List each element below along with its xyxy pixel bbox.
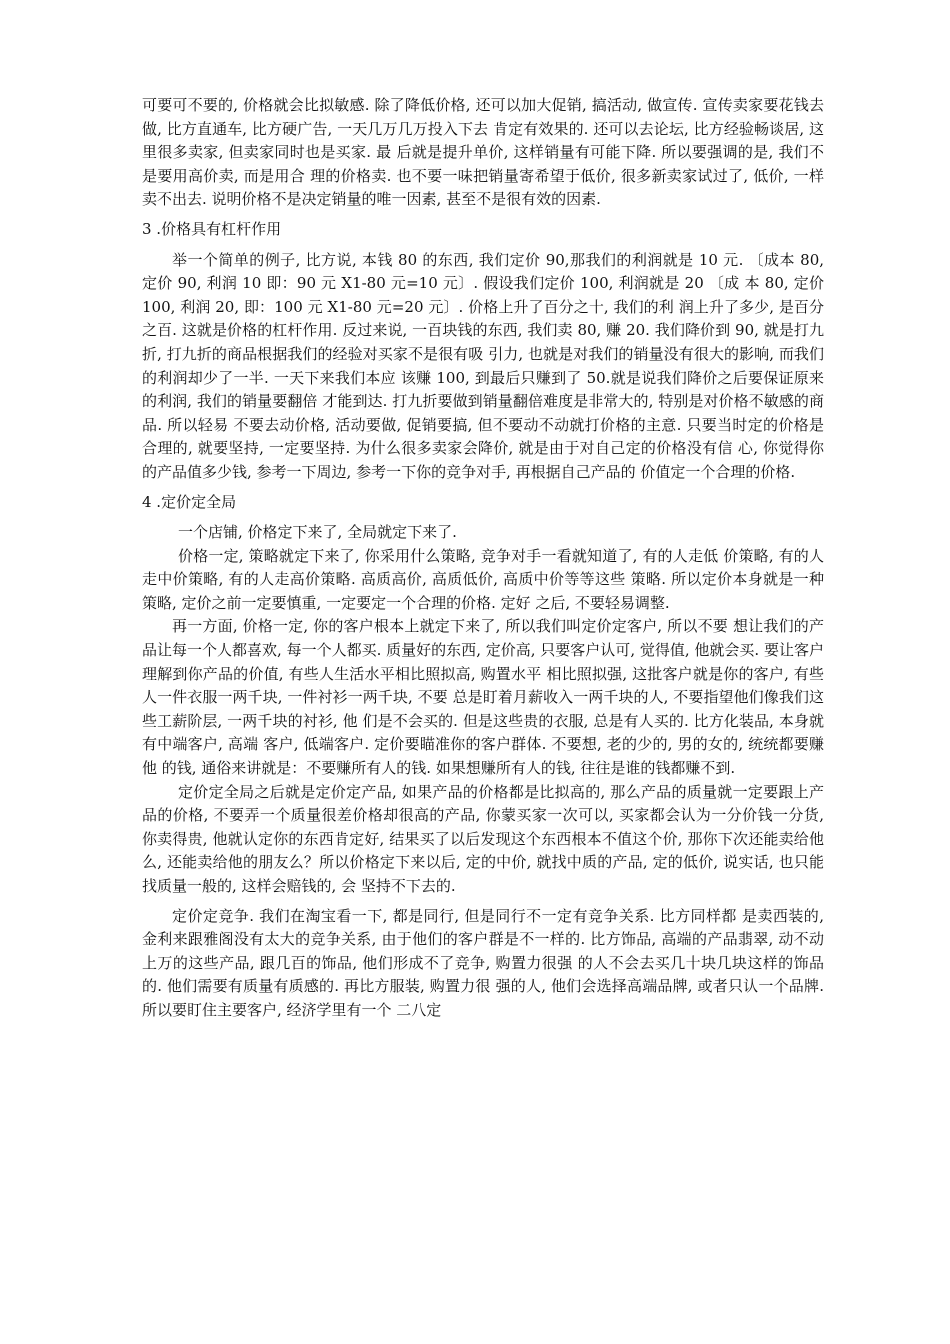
- paragraph-price-strategy: 价格一定, 策略就定下来了, 你采用什么策略, 竞争对手一看就知道了, 有的人走低 价策略, 有的人走中价策略, 有的人走高价策略. 高质高价, 高质低价, 高质中价等等这些 策略. 所以定价本身就是一种策略, 定价之前一定要慎重, 一定要定一个合理的价格. 定好 之后, 不要轻易调整.: [142, 546, 824, 612]
- paragraph-price-competition: 定价定竞争. 我们在淘宝看一下, 都是同行, 但是同行不一定有竞争关系. 比方同样都 是卖西装的, 金利来跟雅阁没有太大的竞争关系, 由于他们的客户群是不一样的. 比方饰品, 高端的产品翡翠, 动不动上万的这些产品, 跟几百的饰品, 他们形成不了竞争, 购置力很强 的人不会去买几十块几块这样的饰品的. 他们需要有质量有质感的. 再比方服装, 购置力很 强的人, 他们会选择高端品牌, 或者只认一个品牌. 所以要盯住主要客户, 经济学里有一个 二八定: [142, 906, 824, 1019]
- paragraph-price-products: 定价定全局之后就是定价定产品, 如果产品的价格都是比拟高的, 那么产品的质量就一定要跟上产品的价格, 不要弄一个质量很差价格却很高的产品, 你蒙买家一次可以, 买家都会认为一分价钱一分货, 你卖得贵, 他就认定你的东西肯定好, 结果买了以后发现这个东西根本不值这个价, 那你下次还能卖给他么, 还能卖给他的朋友么？所以价格定下来以后, 定的中价, 就找中质的产品, 定的低价, 说实话, 也只能找质量一般的, 这样会赔钱的, 会 坚持不下去的.: [142, 782, 824, 895]
- section-heading-pricing-strategy: 4 .定价定全局: [142, 492, 237, 511]
- paragraph-store-price: 一个店铺, 价格定下来了, 全局就定下来了.: [178, 523, 457, 542]
- paragraph-leverage-example: 举一个简单的例子, 比方说, 本钱 80 的东西, 我们定价 90,那我们的利润就是 10 元. 〔成本 80, 定价 90, 利润 10 即：90 元 X1-80 元=10 元〕. 假设我们定价 100, 利润就是 20 〔成 本 80, 定价 100, 利润 20, 即：100 元 X1-80 元=20 元〕. 价格上升了百分之十, 我们的利 润上升了多少, 是百分之百. 这就是价格的杠杆作用. 反过来说, 一百块钱的东西, 我们卖 80, 赚 20. 我们降价到 90, 就是打九折, 打九折的商品根据我们的经验对买家不是很有吸 引力, 也就是对我们的销量没有很大的影响, 而我们的利润却少了一半. 一天下来我们本应 该赚 100, 到最后只赚到了 50.就是说我们降价之后要保证原来的利润, 我们的销量要翻倍 才能到达. 打九折要做到销量翻倍难度是非常大的, 特别是对价格不敏感的商品. 所以轻易 不要去动价格, 活动要做, 促销要搞, 但不要动不动就打价格的主意. 只要当时定的价格是 合理的, 就要坚持, 一定要坚持. 为什么很多卖家会降价, 就是由于对自己定的价格没有信 心, 你觉得你的产品值多少钱, 参考一下周边, 参考一下你的竞争对手, 再根据自己产品的 价值定一个合理的价格.: [142, 250, 824, 481]
- section-heading-leverage: 3 .价格具有杠杆作用: [142, 219, 282, 238]
- paragraph-price-customers: 再一方面, 价格一定, 你的客户根本上就定下来了, 所以我们叫定价定客户, 所以不要 想让我们的产品让每一个人都喜欢, 每一个人都买. 质量好的东西, 定价高, 只要客户认可, 觉得值, 他就会买. 要让客户理解到你产品的价值, 有些人生活水平相比照拟高, 购置水平 相比照拟强, 这批客户就是你的客户, 有些人一件衣服一两千块, 一件衬衫一两千块, 不要 总是盯着月薪收入一两千块的人, 不要指望他们像我们这些工薪阶层, 一两千块的衬衫, 他 们是不会买的. 但是这些贵的衣服, 总是有人买的. 比方化装品, 本身就有中端客户, 高端 客户, 低端客户. 定价要瞄准你的客户群体. 不要想, 老的少的, 男的女的, 统统都要赚他 的钱, 通俗来讲就是：不要赚所有人的钱. 如果想赚所有人的钱, 往往是谁的钱都赚不到.: [142, 617, 824, 778]
- paragraph-price-sensitivity: 可要可不要的, 价格就会比拟敏感. 除了降低价格, 还可以加大促销, 搞活动, 做宣传. 宣传卖家要花钱去做, 比方直通车, 比方硬广告, 一天几万几万投入下去 肯定有效果的. 还可以去论坛, 比方经验畅谈居, 这里很多卖家, 但卖家同时也是买家. 最 后就是提升单价, 这样销量有可能下降. 所以要强调的是, 我们不是要用高价卖, 而是用合 理的价格卖. 也不要一味把销量寄希望于低价, 很多新卖家试过了, 低价, 一样卖不出去. 说明价格不是决定销量的唯一因素, 甚至不是很有效的因素.: [142, 96, 824, 209]
- document-body: [142, 94, 824, 1023]
